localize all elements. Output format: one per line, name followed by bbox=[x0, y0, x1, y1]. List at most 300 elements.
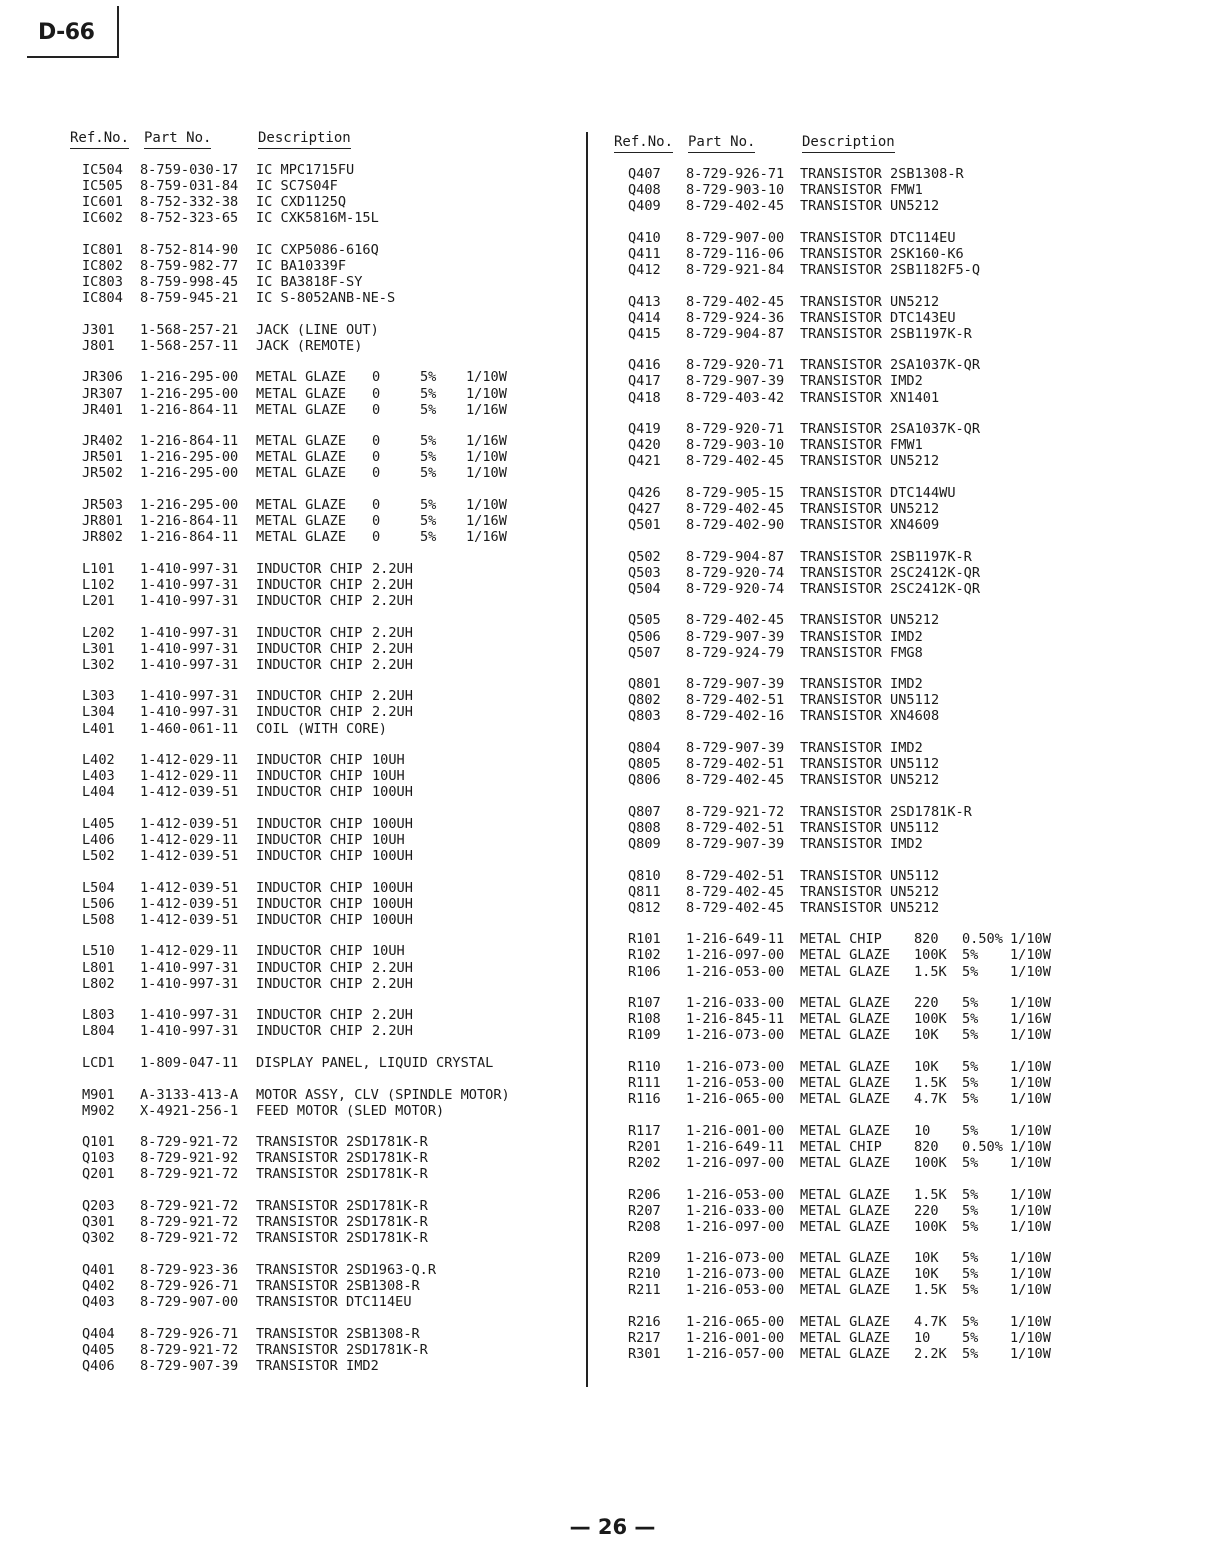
description-cell: JACK (REMOTE) bbox=[256, 337, 363, 354]
power-rating-cell: 1/10W bbox=[1010, 931, 1051, 948]
power-rating-cell: 1/16W bbox=[466, 433, 507, 450]
value-cell: 10UH bbox=[372, 943, 405, 960]
ref-no-cell: J301 bbox=[82, 321, 115, 338]
part-no-cell: 1-410-997-31 bbox=[140, 624, 239, 641]
parts-row bbox=[614, 1187, 1134, 1203]
power-rating-cell: 1/16W bbox=[466, 513, 507, 530]
part-no-cell: 8-729-402-51 bbox=[686, 756, 785, 773]
ref-no-cell: R110 bbox=[628, 1058, 661, 1075]
parts-row bbox=[70, 641, 560, 657]
value-cell: 0 bbox=[372, 465, 381, 482]
value-cell: 2.2UH bbox=[372, 1007, 413, 1024]
part-no-cell: A-3133-413-A bbox=[140, 1086, 239, 1103]
parts-group bbox=[70, 625, 560, 673]
part-no-cell: 1-216-097-00 bbox=[686, 947, 785, 964]
ref-no-cell: JR502 bbox=[82, 465, 123, 482]
parts-row bbox=[70, 816, 560, 832]
ref-no-cell: Q803 bbox=[628, 708, 661, 725]
part-no-cell: 8-729-921-72 bbox=[686, 803, 785, 820]
parts-row bbox=[614, 964, 1134, 980]
parts-row bbox=[70, 513, 560, 529]
value-cell: 2.2UH bbox=[372, 560, 413, 577]
ref-no-cell: R107 bbox=[628, 995, 661, 1012]
part-no-cell: 8-729-402-45 bbox=[686, 883, 785, 900]
parts-row bbox=[614, 756, 1134, 772]
ref-no-cell: Q806 bbox=[628, 772, 661, 789]
parts-row bbox=[70, 1055, 560, 1071]
tolerance-cell: 5% bbox=[962, 1330, 979, 1347]
tolerance-cell: 5% bbox=[962, 1314, 979, 1331]
parts-row bbox=[70, 1007, 560, 1023]
parts-row bbox=[614, 1219, 1134, 1235]
value-cell: 2.2UH bbox=[372, 959, 413, 976]
description-cell: TRANSISTOR FMW1 bbox=[800, 182, 923, 199]
parts-group bbox=[70, 561, 560, 609]
ref-no-cell: Q415 bbox=[628, 325, 661, 342]
power-rating-cell: 1/10W bbox=[1010, 1330, 1051, 1347]
parts-row bbox=[70, 1294, 560, 1310]
parts-row bbox=[614, 836, 1134, 852]
value-cell: 820 bbox=[914, 1138, 939, 1155]
value-cell: 100UH bbox=[372, 815, 413, 832]
parts-row bbox=[70, 704, 560, 720]
power-rating-cell: 1/16W bbox=[466, 529, 507, 546]
description-cell: METAL GLAZE bbox=[800, 1250, 891, 1267]
value-cell: 2.2UH bbox=[372, 576, 413, 593]
parts-row bbox=[614, 1266, 1134, 1282]
power-rating-cell: 1/10W bbox=[466, 497, 507, 513]
value-cell: 10K bbox=[914, 1058, 939, 1075]
parts-row bbox=[614, 868, 1134, 884]
parts-row bbox=[614, 1282, 1134, 1298]
description-cell: INDUCTOR CHIP bbox=[256, 656, 363, 673]
value-cell: 100K bbox=[914, 1011, 947, 1028]
ref-no-cell: R207 bbox=[628, 1202, 661, 1219]
part-no-cell: 1-412-039-51 bbox=[140, 895, 239, 912]
description-cell: TRANSISTOR UN5212 bbox=[800, 899, 940, 916]
part-no-cell: 8-759-998-45 bbox=[140, 274, 239, 291]
parts-row bbox=[70, 625, 560, 641]
parts-row bbox=[614, 326, 1134, 342]
description-cell: TRANSISTOR 2SD1781K-R bbox=[800, 803, 972, 820]
description-header: Description bbox=[802, 134, 895, 153]
description-cell: INDUCTOR CHIP bbox=[256, 1007, 363, 1024]
parts-group bbox=[614, 1250, 1134, 1298]
part-no-cell: 8-729-402-51 bbox=[686, 867, 785, 884]
parts-row bbox=[614, 629, 1134, 645]
parts-row bbox=[70, 465, 560, 481]
parts-row bbox=[70, 1198, 560, 1214]
part-no-cell: 8-729-920-74 bbox=[686, 564, 785, 581]
part-no-cell: 8-729-920-71 bbox=[686, 421, 785, 438]
parts-row bbox=[614, 294, 1134, 310]
description-cell: TRANSISTOR 2SB1308-R bbox=[800, 166, 964, 182]
description-cell: TRANSISTOR UN5112 bbox=[800, 692, 940, 709]
part-no-cell: 8-729-920-74 bbox=[686, 580, 785, 597]
parts-group bbox=[70, 752, 560, 800]
description-cell: TRANSISTOR UN5212 bbox=[800, 883, 940, 900]
part-no-cell: 8-729-907-39 bbox=[686, 740, 785, 757]
ref-no-cell: Q501 bbox=[628, 517, 661, 534]
ref-no-cell: L506 bbox=[82, 895, 115, 912]
description-cell: TRANSISTOR DTC114EU bbox=[800, 229, 956, 246]
parts-row bbox=[70, 1326, 560, 1342]
value-cell: 2.2K bbox=[914, 1346, 947, 1363]
left-parts-list bbox=[70, 162, 560, 1374]
part-no-cell: 1-410-997-31 bbox=[140, 1007, 239, 1024]
value-cell: 10 bbox=[914, 1122, 931, 1139]
ref-no-cell: R106 bbox=[628, 963, 661, 980]
parts-row bbox=[614, 246, 1134, 262]
parts-row bbox=[70, 943, 560, 959]
parts-group bbox=[70, 162, 560, 226]
value-cell: 1.5K bbox=[914, 1282, 947, 1299]
part-no-cell: 1-216-073-00 bbox=[686, 1058, 785, 1075]
tolerance-cell: 0.50% bbox=[962, 1138, 1003, 1155]
parts-group bbox=[614, 166, 1134, 214]
parts-row bbox=[614, 310, 1134, 326]
value-cell: 10K bbox=[914, 1250, 939, 1267]
parts-group bbox=[614, 804, 1134, 852]
tolerance-cell: 5% bbox=[420, 529, 437, 546]
ref-no-cell: Q418 bbox=[628, 389, 661, 406]
power-rating-cell: 1/10W bbox=[1010, 1091, 1051, 1108]
part-no-cell: 8-729-921-92 bbox=[140, 1150, 239, 1167]
part-no-cell: 8-729-921-72 bbox=[140, 1134, 239, 1151]
ref-no-cell: Q507 bbox=[628, 644, 661, 661]
part-no-cell: 8-752-814-90 bbox=[140, 241, 239, 258]
part-no-cell: 1-216-001-00 bbox=[686, 1122, 785, 1139]
ref-no-cell: IC601 bbox=[82, 194, 123, 211]
description-cell: DISPLAY PANEL, LIQUID CRYSTAL bbox=[256, 1054, 494, 1071]
ref-no-cell: Q805 bbox=[628, 756, 661, 773]
power-rating-cell: 1/10W bbox=[1010, 1027, 1051, 1044]
description-cell: TRANSISTOR 2SC2412K-QR bbox=[800, 580, 981, 597]
power-rating-cell: 1/10W bbox=[1010, 1186, 1051, 1203]
description-cell: INDUCTOR CHIP bbox=[256, 752, 363, 769]
part-no-cell: 1-410-997-31 bbox=[140, 975, 239, 992]
part-no-cell: 8-729-402-51 bbox=[686, 819, 785, 836]
parts-row bbox=[614, 708, 1134, 724]
parts-row bbox=[614, 1027, 1134, 1043]
left-parts-column bbox=[70, 128, 560, 1389]
parts-row bbox=[70, 752, 560, 768]
ref-no-cell: Q811 bbox=[628, 883, 661, 900]
part-no-cell: 1-410-997-31 bbox=[140, 592, 239, 609]
ref-no-cell: IC802 bbox=[82, 257, 123, 274]
description-cell: METAL GLAZE bbox=[800, 1075, 891, 1092]
description-cell: TRANSISTOR IMD2 bbox=[800, 740, 923, 757]
part-no-cell: 1-410-997-31 bbox=[140, 576, 239, 593]
parts-row bbox=[614, 437, 1134, 453]
part-no-cell: 1-216-097-00 bbox=[686, 1218, 785, 1235]
parts-row bbox=[614, 421, 1134, 437]
part-no-cell: 1-412-029-11 bbox=[140, 752, 239, 769]
parts-row bbox=[70, 768, 560, 784]
parts-row bbox=[614, 1139, 1134, 1155]
power-rating-cell: 1/10W bbox=[1010, 995, 1051, 1012]
part-no-header: Part No. bbox=[688, 134, 755, 153]
column-divider bbox=[586, 132, 588, 1387]
ref-no-cell: JR503 bbox=[82, 497, 123, 513]
part-no-cell: 8-729-907-39 bbox=[686, 628, 785, 645]
power-rating-cell: 1/10W bbox=[1010, 1122, 1051, 1139]
parts-row bbox=[614, 645, 1134, 661]
value-cell: 4.7K bbox=[914, 1314, 947, 1331]
value-cell: 10UH bbox=[372, 768, 405, 785]
parts-row bbox=[70, 593, 560, 609]
ref-no-cell: Q409 bbox=[628, 198, 661, 215]
ref-no-cell: JR402 bbox=[82, 433, 123, 450]
parts-group bbox=[614, 357, 1134, 405]
tolerance-cell: 5% bbox=[962, 1154, 979, 1171]
parts-group bbox=[70, 1007, 560, 1039]
tolerance-cell: 5% bbox=[962, 1266, 979, 1283]
ref-no-cell: Q809 bbox=[628, 836, 661, 852]
parts-row bbox=[614, 1203, 1134, 1219]
description-cell: TRANSISTOR UN5112 bbox=[800, 819, 940, 836]
ref-no-cell: L504 bbox=[82, 879, 115, 896]
power-rating-cell: 1/10W bbox=[1010, 1058, 1051, 1075]
power-rating-cell: 1/16W bbox=[466, 401, 507, 418]
ref-no-cell: R101 bbox=[628, 931, 661, 948]
description-cell: METAL GLAZE bbox=[800, 1282, 891, 1299]
parts-row bbox=[614, 1011, 1134, 1027]
description-cell: TRANSISTOR 2SB1308-R bbox=[256, 1277, 420, 1294]
model-label: D-66 bbox=[38, 20, 95, 45]
description-cell: INDUCTOR CHIP bbox=[256, 975, 363, 992]
ref-no-cell: Q406 bbox=[82, 1357, 115, 1374]
value-cell: 100UH bbox=[372, 879, 413, 896]
parts-row bbox=[70, 1214, 560, 1230]
description-cell: INDUCTOR CHIP bbox=[256, 943, 363, 960]
description-cell: IC CXD1125Q bbox=[256, 194, 347, 211]
tolerance-cell: 5% bbox=[962, 1011, 979, 1028]
parts-row bbox=[70, 848, 560, 864]
ref-no-cell: Q302 bbox=[82, 1230, 115, 1247]
ref-no-cell: Q812 bbox=[628, 899, 661, 916]
parts-row bbox=[614, 612, 1134, 628]
ref-no-header: Ref.No. bbox=[70, 130, 129, 149]
parts-row bbox=[614, 1346, 1134, 1362]
value-cell: 0 bbox=[372, 385, 381, 402]
ref-no-cell: L201 bbox=[82, 592, 115, 609]
parts-row bbox=[70, 290, 560, 306]
part-no-cell: 8-729-924-36 bbox=[686, 309, 785, 326]
part-no-cell: 8-729-907-39 bbox=[686, 373, 785, 390]
parts-group bbox=[70, 816, 560, 864]
parts-row bbox=[614, 565, 1134, 581]
tolerance-cell: 5% bbox=[962, 1091, 979, 1108]
part-no-cell: 1-216-649-11 bbox=[686, 1138, 785, 1155]
parts-row bbox=[70, 1134, 560, 1150]
description-cell: TRANSISTOR 2SD1781K-R bbox=[256, 1341, 428, 1358]
part-no-cell: 8-752-332-38 bbox=[140, 194, 239, 211]
ref-no-cell: L801 bbox=[82, 959, 115, 976]
part-no-cell: 1-216-864-11 bbox=[140, 433, 239, 450]
description-cell: METAL GLAZE bbox=[800, 1027, 891, 1044]
description-cell: METAL GLAZE bbox=[256, 513, 347, 530]
description-header: Description bbox=[258, 130, 351, 149]
parts-row bbox=[70, 369, 560, 385]
description-cell: METAL GLAZE bbox=[800, 963, 891, 980]
tolerance-cell: 5% bbox=[962, 1027, 979, 1044]
part-no-cell: 8-729-403-42 bbox=[686, 389, 785, 406]
parts-group bbox=[70, 369, 560, 417]
ref-no-cell: Q402 bbox=[82, 1277, 115, 1294]
value-cell: 2.2UH bbox=[372, 640, 413, 657]
parts-row bbox=[614, 581, 1134, 597]
parts-row bbox=[614, 485, 1134, 501]
parts-row bbox=[614, 1123, 1134, 1139]
parts-row bbox=[614, 740, 1134, 756]
part-no-cell: 8-729-921-72 bbox=[140, 1214, 239, 1231]
ref-no-cell: Q810 bbox=[628, 867, 661, 884]
ref-no-cell: L404 bbox=[82, 784, 115, 801]
parts-row bbox=[70, 657, 560, 673]
description-cell: TRANSISTOR 2SD1781K-R bbox=[256, 1166, 428, 1183]
description-cell: INDUCTOR CHIP bbox=[256, 879, 363, 896]
part-no-cell: 8-729-921-72 bbox=[140, 1198, 239, 1214]
ref-no-cell: Q427 bbox=[628, 501, 661, 517]
part-no-cell: 1-412-029-11 bbox=[140, 832, 239, 848]
value-cell: 820 bbox=[914, 931, 939, 948]
ref-no-cell: L502 bbox=[82, 848, 115, 865]
ref-no-cell: Q408 bbox=[628, 182, 661, 199]
part-no-cell: 1-216-097-00 bbox=[686, 1154, 785, 1171]
parts-row bbox=[614, 1075, 1134, 1091]
power-rating-cell: 1/10W bbox=[1010, 1266, 1051, 1283]
description-cell: METAL GLAZE bbox=[256, 497, 347, 513]
part-no-cell: 1-412-039-51 bbox=[140, 784, 239, 801]
part-no-cell: 1-216-073-00 bbox=[686, 1266, 785, 1283]
power-rating-cell: 1/10W bbox=[1010, 1138, 1051, 1155]
ref-no-cell: L802 bbox=[82, 975, 115, 992]
part-no-cell: 8-729-926-71 bbox=[686, 166, 785, 182]
part-no-cell: 8-729-904-87 bbox=[686, 548, 785, 565]
ref-no-cell: L508 bbox=[82, 911, 115, 928]
tolerance-cell: 5% bbox=[962, 1346, 979, 1363]
ref-no-cell: R208 bbox=[628, 1218, 661, 1235]
description-cell: METAL GLAZE bbox=[800, 1218, 891, 1235]
right-parts-list bbox=[614, 166, 1134, 1362]
description-cell: METAL GLAZE bbox=[800, 1266, 891, 1283]
value-cell: 0 bbox=[372, 369, 381, 386]
power-rating-cell: 1/10W bbox=[1010, 1218, 1051, 1235]
ref-no-cell: JR401 bbox=[82, 401, 123, 418]
part-no-cell: 8-729-402-90 bbox=[686, 517, 785, 534]
parts-row bbox=[614, 1091, 1134, 1107]
ref-no-cell: Q420 bbox=[628, 437, 661, 454]
ref-no-cell: L804 bbox=[82, 1023, 115, 1040]
power-rating-cell: 1/10W bbox=[1010, 947, 1051, 964]
value-cell: 220 bbox=[914, 1202, 939, 1219]
description-cell: INDUCTOR CHIP bbox=[256, 560, 363, 577]
part-no-cell: 1-568-257-21 bbox=[140, 321, 239, 338]
ref-no-cell: LCD1 bbox=[82, 1054, 115, 1071]
tolerance-cell: 5% bbox=[962, 1202, 979, 1219]
parts-group bbox=[70, 943, 560, 991]
parts-row bbox=[614, 947, 1134, 963]
ref-no-cell: R102 bbox=[628, 947, 661, 964]
part-no-cell: 1-216-073-00 bbox=[686, 1027, 785, 1044]
ref-no-cell: R210 bbox=[628, 1266, 661, 1283]
part-no-cell: X-4921-256-1 bbox=[140, 1102, 239, 1119]
parts-row bbox=[70, 1150, 560, 1166]
parts-row bbox=[614, 517, 1134, 533]
description-cell: METAL GLAZE bbox=[256, 529, 347, 546]
part-no-cell: 1-216-295-00 bbox=[140, 369, 239, 386]
part-no-cell: 1-412-039-51 bbox=[140, 848, 239, 865]
description-cell: INDUCTOR CHIP bbox=[256, 895, 363, 912]
part-no-cell: 8-729-921-72 bbox=[140, 1341, 239, 1358]
right-parts-column bbox=[614, 132, 1134, 1378]
parts-row bbox=[70, 194, 560, 210]
parts-row bbox=[70, 1087, 560, 1103]
parts-row bbox=[70, 1262, 560, 1278]
description-cell: METAL GLAZE bbox=[800, 1122, 891, 1139]
ref-no-header: Ref.No. bbox=[614, 134, 673, 153]
parts-group bbox=[614, 485, 1134, 533]
ref-no-cell: L401 bbox=[82, 720, 115, 737]
part-no-cell: 1-412-039-51 bbox=[140, 879, 239, 896]
parts-row bbox=[70, 784, 560, 800]
tolerance-cell: 5% bbox=[420, 369, 437, 386]
parts-row bbox=[614, 182, 1134, 198]
description-cell: TRANSISTOR 2SB1197K-R bbox=[800, 548, 972, 565]
parts-row bbox=[614, 804, 1134, 820]
parts-row bbox=[614, 1250, 1134, 1266]
description-cell: INDUCTOR CHIP bbox=[256, 1023, 363, 1040]
parts-row bbox=[70, 449, 560, 465]
part-no-cell: 1-216-845-11 bbox=[686, 1011, 785, 1028]
description-cell: METAL GLAZE bbox=[800, 1186, 891, 1203]
description-cell: INDUCTOR CHIP bbox=[256, 815, 363, 832]
parts-row bbox=[70, 529, 560, 545]
part-no-cell: 1-410-997-31 bbox=[140, 959, 239, 976]
part-no-cell: 1-216-033-00 bbox=[686, 1202, 785, 1219]
parts-group bbox=[614, 1059, 1134, 1107]
parts-row bbox=[614, 262, 1134, 278]
description-cell: FEED MOTOR (SLED MOTOR) bbox=[256, 1102, 445, 1119]
ref-no-cell: Q301 bbox=[82, 1214, 115, 1231]
part-no-cell: 8-729-907-00 bbox=[686, 229, 785, 246]
description-cell: IC CXP5086-616Q bbox=[256, 241, 379, 258]
part-no-cell: 1-216-649-11 bbox=[686, 931, 785, 948]
description-cell: IC BA10339F bbox=[256, 257, 347, 274]
parts-group bbox=[614, 612, 1134, 660]
value-cell: 1.5K bbox=[914, 1075, 947, 1092]
ref-no-cell: Q505 bbox=[628, 612, 661, 629]
description-cell: METAL GLAZE bbox=[800, 1346, 891, 1363]
value-cell: 0 bbox=[372, 497, 381, 513]
ref-no-cell: L302 bbox=[82, 656, 115, 673]
part-no-cell: 1-460-061-11 bbox=[140, 720, 239, 737]
parts-row bbox=[614, 931, 1134, 947]
description-cell: TRANSISTOR DTC144WU bbox=[800, 484, 956, 501]
description-cell: IC CXK5816M-15L bbox=[256, 210, 379, 227]
parts-row bbox=[70, 433, 560, 449]
ref-no-cell: Q412 bbox=[628, 261, 661, 278]
ref-no-cell: J801 bbox=[82, 337, 115, 354]
description-cell: JACK (LINE OUT) bbox=[256, 321, 379, 338]
part-no-cell: 1-410-997-31 bbox=[140, 640, 239, 657]
ref-no-cell: R217 bbox=[628, 1330, 661, 1347]
parts-group bbox=[70, 497, 560, 545]
description-cell: TRANSISTOR UN5212 bbox=[800, 453, 940, 470]
tolerance-cell: 5% bbox=[962, 1250, 979, 1267]
ref-no-cell: Q403 bbox=[82, 1293, 115, 1310]
